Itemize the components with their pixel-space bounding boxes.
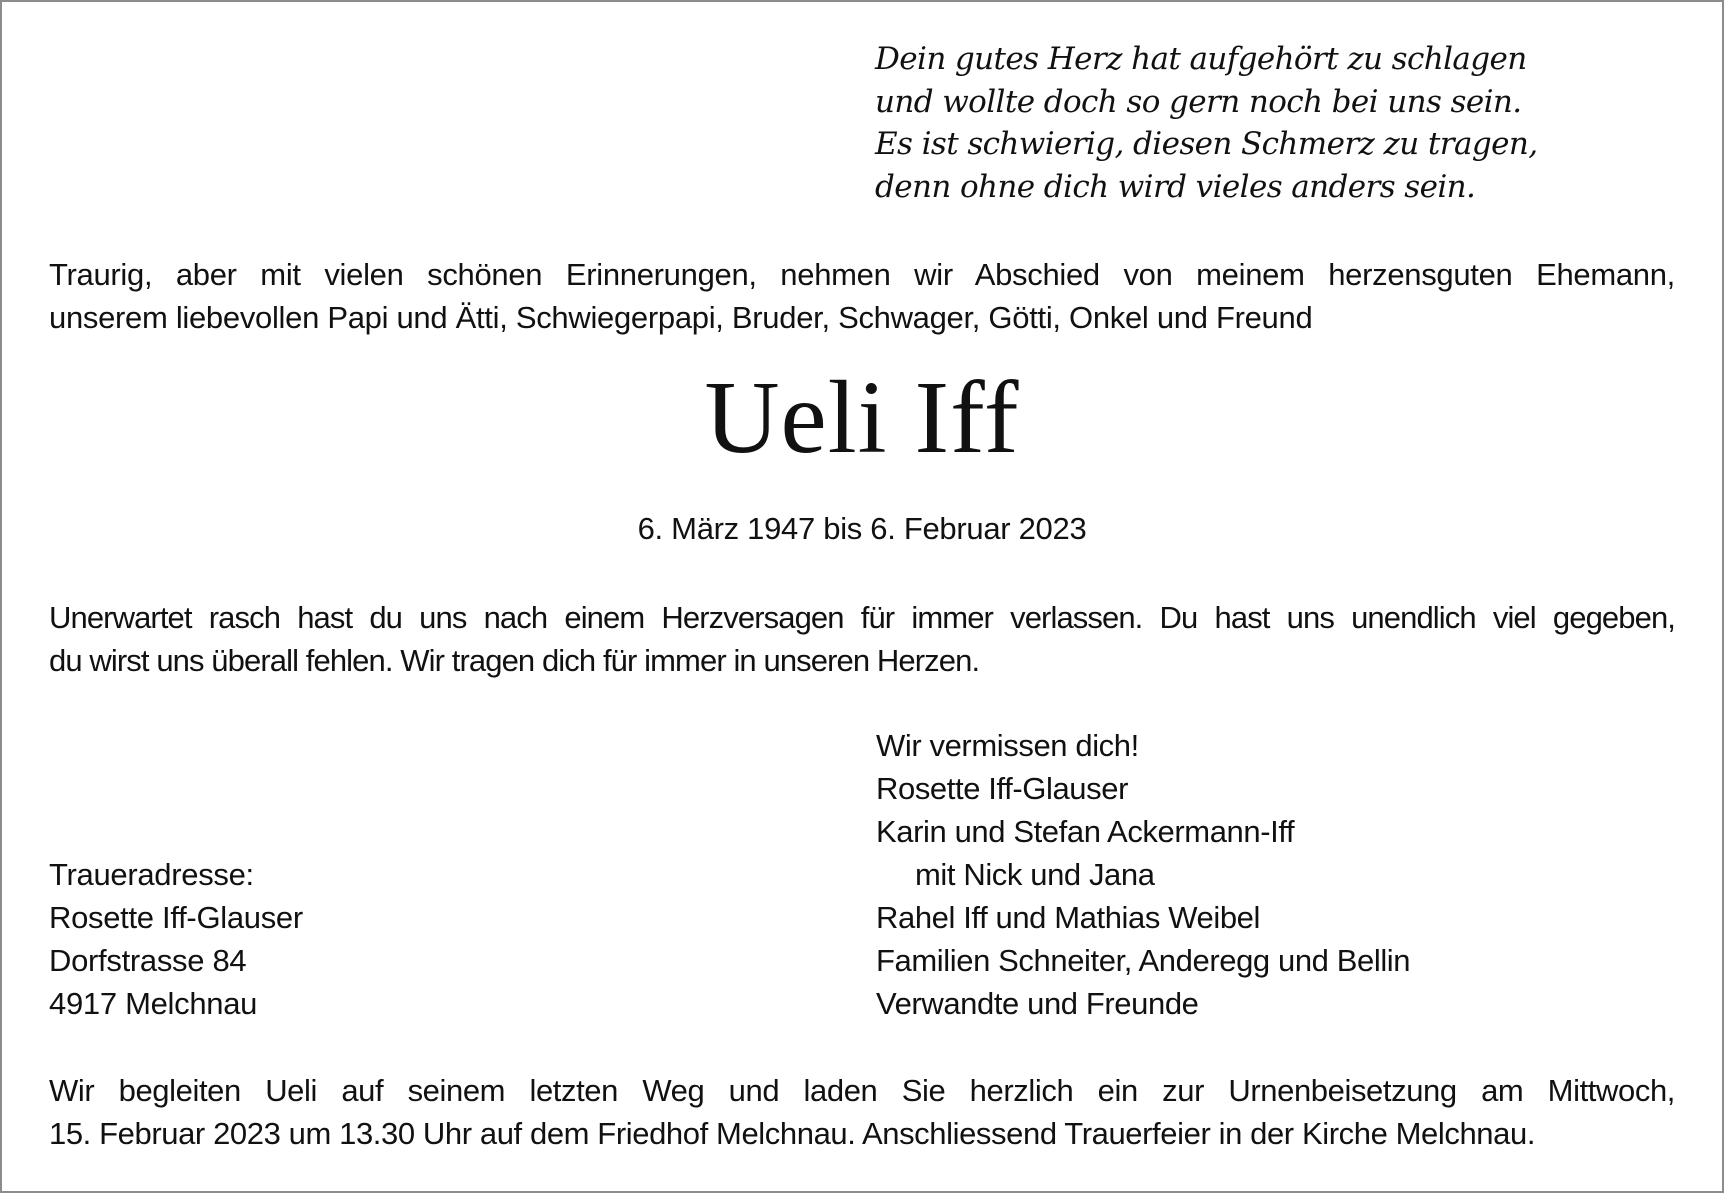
mourner-line: Familien Schneiter, Anderegg und Bellin [876,943,1411,978]
poem-line: Dein gutes Herz hat aufgehört zu schlagen [875,41,1527,77]
intro-line: unserem liebevollen Papi und Ätti, Schwiegerpapi, Bruder, Schwager, Götti, Onkel und Freund [49,300,1313,335]
mourner-line: Wir vermissen dich! [876,728,1139,763]
mourner-line: Rahel Iff und Mathias Weibel [876,900,1260,935]
mourner-line: Karin und Stefan Ackermann-Iff [876,814,1295,849]
poem-line: und wollte doch so gern noch bei uns sein. [875,83,1522,120]
address-label: Traueradresse: [49,857,254,892]
mourners-list [876,724,1410,1025]
funeral-paragraph [49,1069,1675,1155]
address-street: Dorfstrasse 84 [49,943,247,978]
message-line: Unerwartet rasch hast du uns nach einem Herzversagen für immer verlassen. Du hast uns unendlich viel gegeben, [49,600,1675,635]
mourning-address [49,853,303,1025]
message-paragraph [49,596,1675,682]
intro-paragraph [49,253,1675,339]
mourner-line: Rosette Iff-Glauser [876,771,1128,806]
message-line: du wirst uns überall fehlen. Wir tragen dich für immer in unseren Herzen. [49,643,980,678]
intro-line: Traurig, aber mit vielen schönen Erinnerungen, nehmen wir Abschied von meinem herzensguten Ehemann, [49,257,1675,292]
address-name: Rosette Iff-Glauser [49,900,303,935]
mourner-line: mit Nick und Jana [915,857,1155,892]
address-city: 4917 Melchnau [49,986,258,1021]
poem [875,38,1537,208]
funeral-line: Wir begleiten Ueli auf seinem letzten Weg und laden Sie herzlich ein zur Urnenbeisetzung am Mittwoch, [49,1073,1675,1108]
poem-line: Es ist schwierig, diesen Schmerz zu tragen, [875,126,1538,162]
life-dates: 6. März 1947 bis 6. Februar 2023 [637,511,1087,546]
deceased-name: Ueli Iff [704,360,1020,475]
mourner-line: Verwandte und Freunde [876,986,1199,1021]
funeral-line: 15. Februar 2023 um 13.30 Uhr auf dem Friedhof Melchnau. Anschliessend Trauerfeier in der Kirche Melchnau. [49,1116,1536,1151]
poem-line: denn ohne dich wird vieles anders sein. [875,168,1476,205]
